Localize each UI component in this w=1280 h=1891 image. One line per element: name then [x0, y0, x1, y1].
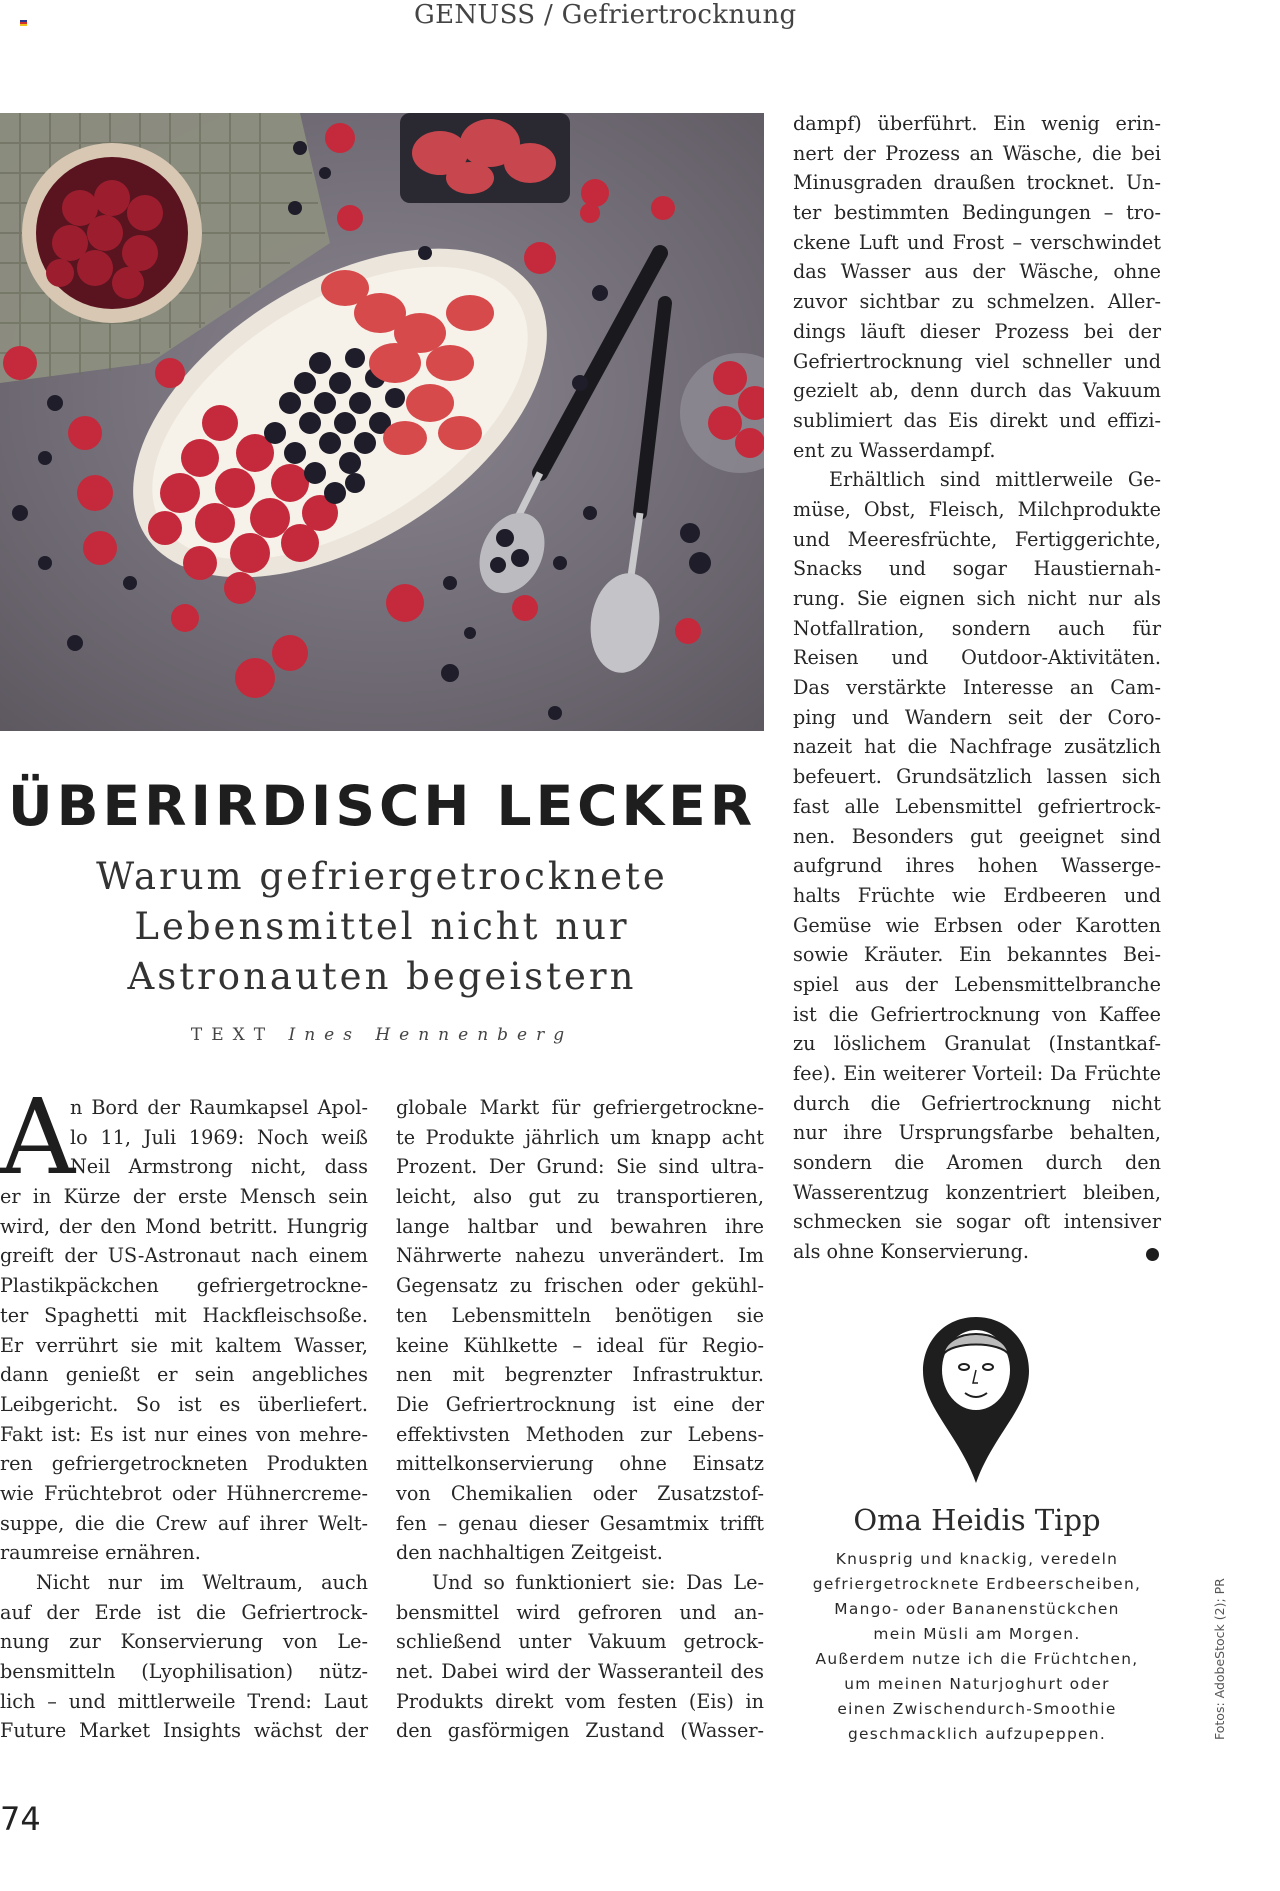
article-line: Notfallration, sondern auch für [793, 616, 1161, 640]
article-line: den gasförmigen Zustand (Wasser- [396, 1719, 764, 1743]
byline-author: Ines Hennenberg [288, 1025, 574, 1045]
article-line: ent zu Wasserdampf. [793, 438, 996, 462]
article-line: rung. Sie eignen sich nicht nur als [793, 587, 1161, 610]
tip-line: gefriergetrocknete Erdbeerscheiben, [812, 1575, 1142, 1593]
article-line: Gemüse wie Erbsen oder Karotten [793, 913, 1161, 937]
page-header [0, 0, 1280, 40]
article-line: ter Spaghetti mit Hackfleischsoße. [0, 1303, 368, 1327]
end-mark-icon [1146, 1248, 1159, 1261]
article-line: ten Lebensmitteln benötigen sie [396, 1303, 764, 1327]
tip-line: einen Zwischendurch-Smoothie [837, 1700, 1117, 1718]
article-line: nen mit begrenzter Infrastruktur. [396, 1363, 764, 1387]
article-line: dann genießt er sein angebliches [0, 1363, 368, 1387]
article-line: Reisen und Outdoor-Aktivitäten. [793, 646, 1161, 670]
article-line: lo 11, Juli 1969: Noch weiß [70, 1125, 368, 1149]
article-line: greift der US-Astronaut nach einem [0, 1244, 368, 1268]
article-line: bensmitteln (Lyophilisation) nütz- [0, 1660, 368, 1684]
article-column-1 [0, 1076, 368, 1746]
article-line: gezielt ab, denn durch das Vakuum [793, 379, 1161, 403]
freeze-dried-fruit-photo [0, 113, 764, 731]
article-line: net. Dabei wird der Wasseranteil des [396, 1660, 764, 1684]
article-line: Nährwerte nahezu unverändert. Im [396, 1244, 764, 1268]
article-line: nung zur Konservierung von Le- [0, 1630, 368, 1654]
article-line: sublimiert das Eis direkt und effizi- [793, 408, 1161, 432]
subtitle-line: Lebensmittel nicht nur [134, 905, 630, 948]
article-line: Nicht nur im Weltraum, auch [36, 1571, 368, 1594]
tip-line: mein Müsli am Morgen. [873, 1625, 1081, 1643]
photo-credit: Fotos: AdobeStock (2); PR [1212, 1578, 1227, 1740]
tip-title: Oma Heidis Tipp [853, 1503, 1101, 1537]
strawberry-dish [400, 113, 570, 203]
article-line: ist die Gefriertrocknung von Kaffee [793, 1002, 1161, 1026]
tip-line: Außerdem nutze ich die Früchtchen, [815, 1650, 1139, 1668]
article-line: n Bord der Raumkapsel Apol- [70, 1096, 368, 1119]
article-line: raumreise ernähren. [0, 1541, 201, 1565]
article-line: das Wasser aus der Wäsche, ohne [793, 260, 1161, 284]
cherry-bowl [22, 143, 202, 323]
article-line: und Meeresfrüchte, Fertiggerichte, [793, 527, 1161, 551]
article-line: Und so funktioniert sie: Das Le- [432, 1571, 764, 1594]
article-line: suppe, die die Crew auf ihrer Welt- [0, 1511, 368, 1535]
article-line: nert der Prozess an Wäsche, die bei [793, 141, 1161, 165]
article-line: Gegensatz zu frischen oder gekühl- [396, 1274, 764, 1298]
tip-line: Knusprig und knackig, veredeln [835, 1550, 1119, 1568]
article-line: Leibgericht. So ist es überliefert. [0, 1392, 368, 1416]
article-line: fast alle Lebensmittel gefriertrock- [793, 794, 1161, 818]
article-line: nur ihre Ursprungsfarbe behalten, [793, 1121, 1161, 1145]
article-line: ter bestimmten Bedingungen – tro- [793, 201, 1161, 225]
article-line: effektivsten Methoden zur Lebens- [396, 1422, 764, 1446]
tip-line: Mango- oder Bananenstückchen [834, 1600, 1120, 1618]
article-line: Snacks und sogar Haustiernah- [793, 557, 1161, 581]
article-line: auf der Erde ist die Gefriertrock- [0, 1600, 368, 1624]
tip-line: um meinen Naturjoghurt oder [844, 1675, 1110, 1693]
article-line: schmecken sie sogar oft intensiver [793, 1210, 1161, 1234]
article-line: ping und Wandern seit der Coro- [793, 705, 1161, 729]
article-line: wird, der den Mond betritt. Hungrig [0, 1214, 368, 1238]
article-line: Wasserentzug konzentriert bleiben, [793, 1180, 1161, 1204]
article-line: ckene Luft und Frost – verschwindet [793, 230, 1161, 254]
article-line: Gefriertrocknung viel schneller und [793, 349, 1161, 373]
article-line: Fakt ist: Es ist nur eines von mehre- [0, 1422, 368, 1446]
article-line: ren gefriergetrockneten Produkten [0, 1452, 368, 1476]
byline [0, 1025, 764, 1045]
section-label: GENUSS / Gefriertrocknung [414, 0, 797, 30]
byline-label: TEXT [190, 1025, 275, 1045]
article-subtitle [0, 852, 764, 1002]
article-line: leicht, also gut zu transportieren, [396, 1185, 764, 1209]
article-line: Erhältlich sind mittlerweile Ge- [829, 468, 1161, 492]
article-line: spiel aus der Lebensmittelbranche [793, 972, 1161, 996]
article-line: dampf) überführt. Ein wenig erin- [793, 112, 1161, 135]
article-line: sowie Kräuter. Ein bekanntes Bei- [793, 943, 1161, 967]
page-number: 74 [0, 1800, 41, 1838]
article-line: zu löslichem Granulat (Instantkaf- [793, 1032, 1161, 1056]
article-line: mittelkonservierung ohne Einsatz [396, 1452, 764, 1476]
article-line: müse, Obst, Fleisch, Milchprodukte [793, 497, 1161, 521]
article-line: Future Market Insights wächst der [0, 1719, 368, 1743]
article-line: Minusgraden draußen trocknet. Un- [793, 171, 1161, 195]
subtitle-line: Astronauten begeistern [127, 955, 637, 998]
article-line: lange haltbar und bewahren ihre [396, 1214, 764, 1238]
article-line: schließend unter Vakuum getrock- [396, 1630, 764, 1654]
article-line: keine Kühlkette – ideal für Regio- [396, 1333, 764, 1357]
article-line: den nachhaltigen Zeitgeist. [396, 1541, 663, 1565]
flag-icon [20, 20, 27, 26]
article-line: Das verstärkte Interesse an Cam- [793, 676, 1161, 700]
article-line: Prozent. Der Grund: Sie sind ultra- [396, 1155, 764, 1179]
article-line: halts Früchte wie Erdbeeren und [793, 883, 1161, 907]
grandma-pin-icon [921, 1315, 1031, 1485]
article-line: Die Gefriertrocknung ist eine der [396, 1392, 764, 1416]
article-line: befeuert. Grundsätzlich lassen sich [793, 765, 1161, 789]
hero-photo [0, 113, 764, 731]
article-line: als ohne Konservierung. [793, 1240, 1029, 1264]
article-line: wie Früchtebrot oder Hühnercreme- [0, 1481, 368, 1505]
article-line: nazeit hat die Nachfrage zusätzlich [793, 735, 1161, 759]
subtitle-line: Warum gefriergetrocknete [96, 855, 668, 898]
article-line: bensmittel wird gefroren und an- [396, 1600, 764, 1624]
drop-cap: A [0, 1076, 76, 1198]
article-title: ÜBERIRDISCH LECKER [7, 774, 757, 838]
article-line: fen – genau dieser Gesamtmix trifft [396, 1511, 764, 1535]
article-line: lich – und mittlerweile Trend: Laut [0, 1689, 368, 1713]
article-column-2 [396, 1093, 764, 1746]
article-line: Plastikpäckchen gefriergetrockne- [0, 1274, 368, 1298]
article-line: dings läuft dieser Prozess bei der [793, 319, 1161, 343]
article-line: Produkts direkt vom festen (Eis) in [396, 1689, 764, 1713]
article-line: te Produkte jährlich um knapp acht [396, 1125, 764, 1149]
tip-text [793, 1547, 1161, 1747]
article-line: Er verrührt sie mit kaltem Wasser, [0, 1333, 368, 1357]
article-line: Neil Armstrong nicht, dass [70, 1155, 368, 1179]
article-line: durch die Gefriertrocknung nicht [793, 1091, 1161, 1115]
article-line: von Chemikalien oder Zusatzstof- [396, 1481, 764, 1505]
article-column-3 [793, 109, 1161, 1267]
article-line: aufgrund ihres hohen Wasserge- [793, 854, 1161, 878]
article-line: zuvor sichtbar zu schmelzen. Aller- [793, 290, 1161, 314]
article-line: sondern die Aromen durch den [793, 1151, 1161, 1175]
article-line: er in Kürze der erste Mensch sein [0, 1185, 368, 1209]
tip-line: geschmacklich aufzupeppen. [847, 1725, 1107, 1743]
article-line: fee). Ein weiterer Vorteil: Da Früchte [793, 1062, 1161, 1085]
article-line: nen. Besonders gut geeignet sind [793, 824, 1161, 848]
article-line: globale Markt für gefriergetrockne- [396, 1096, 764, 1119]
